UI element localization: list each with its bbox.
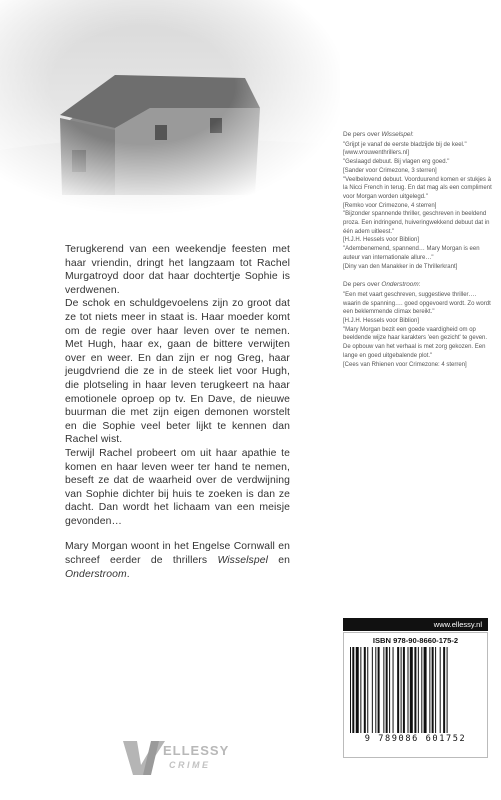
press-source: [Cees van Rhienen voor Crimezone: 4 sterren] [343,361,467,368]
author-bio-text: Mary Morgan woont in het Engelse Cornwall en schreef eerder de thrillers [65,541,290,567]
author-bio-end: . [126,568,130,580]
barcode-digits: 9 789086 601752 [364,734,467,744]
barcode [350,647,481,733]
book-title-onderstroom: Onderstroom [65,568,127,580]
back-cover-blurb [65,243,290,581]
press-heading-text: De pers over [343,281,382,289]
blurb-paragraph-3: Terwijl Rachel probeert om uit haar apathie te komen en haar leven weer ter hand te nemen, beseft ze dat de waarheid over de verdwijning van Sophie dichter bij huis te zoeken is dan ze dacht. Dan wordt het lichaam van een meisje gevonden… [65,447,290,527]
press-source: [www.vrouwenthrillers.nl] [343,150,410,157]
press-quote: "Adembenemend, spannend… Mary Morgan is een auteur van internationale allure…" [343,246,480,261]
press-source: [Remko voor Crimezone, 4 sterren] [343,202,437,209]
press-quote: "Bijzonder spannende thriller, geschreven in beeldend proza. Een indringend, huiveringwekkend debuut dat in één adem uitleest." [343,211,490,235]
logo-word-ellessy: ELLESSY [163,743,230,758]
logo-word-crime: CRIME [169,760,211,770]
press-heading-title: Wisselspel [381,131,412,138]
press-heading-text: De pers over [343,131,382,138]
isbn-number: ISBN 978-90-8660-175-2 [372,636,459,645]
press-quote: "Veelbelovend debuut. Voorduurend komen er stukjes à la Nicci French in terug. En dat mag als een compliment voor Morgan worden uitgelegd." [343,176,492,200]
press-group-onderstroom [343,291,493,369]
author-bio [65,540,290,581]
press-heading-onderstroom [343,281,493,290]
press-quote: "Grijpt je vanaf de eerste bladzijde bij de keel." [343,141,467,148]
blurb-paragraph-1: Terugkerend van een weekendje feesten met haar vriendin, dringt het langzaam tot Rachel Murgatroyd door dat haar dochtertje Sophie is verdwenen. [65,244,290,296]
isbn-barcode-panel [343,632,488,758]
press-heading-colon: : [411,131,414,138]
press-group-wisselspel [343,141,493,272]
press-quote: "Mary Morgan bezit een goede vaardigheid om op beeldende wijze haar karakters 'een gezicht' te geven. De opbouw van het verhaal is met zorg gekozen. Een lange en goed uitgebalende plot." [343,326,488,359]
publisher-website: www.ellessy.nl [343,618,488,631]
press-heading-wisselspel [343,131,493,140]
press-quote: "Geslaagd debuut. Bij vlagen erg goed." [343,159,450,166]
press-quote: "Een met vaart geschreven, suggestieve thriller…. waarin de spanning…. goed opgevoerd wordt. Zo wordt een beklemmende climax bereikt." [343,291,491,316]
book-title-wisselspel: Wisselspel [217,555,269,567]
press-source: [Diny van den Manakker in de Thrillerkrant] [343,263,458,270]
press-heading-colon: : [418,281,421,289]
press-source: [H.J.H. Hessels voor Biblion] [343,318,420,325]
blurb-paragraph-2: De schok en schuldgevoelens zijn zo groot dat ze tot niets meer in staat is. Haar moeder komt om de regie over haar leven over te nemen. Met Hugh, haar ex, gaan de bittere verwijten over en weer. En dan zijn er nog Greg, haar jeugdvriend die ze in de steek liet voor Hugh, die plotseling in haar leven terugkeert na haar emotionele oproep op tv. En Dave, de nieuwe buurman die met zijn eigen demonen worstelt en die Sophie veel beter lijkt te kennen dan Rachel wist. [65,298,290,446]
farmhouse-photo [0,0,340,215]
author-bio-and: en [268,555,290,567]
press-heading-title: Onderstroom [381,281,419,289]
ellessy-crime-logo [121,735,241,777]
press-source: [Sander voor Crimezone, 3 sterren] [343,167,437,174]
press-source: [H.J.H. Hessels voor Biblion] [343,237,420,244]
press-quotes [343,131,493,369]
